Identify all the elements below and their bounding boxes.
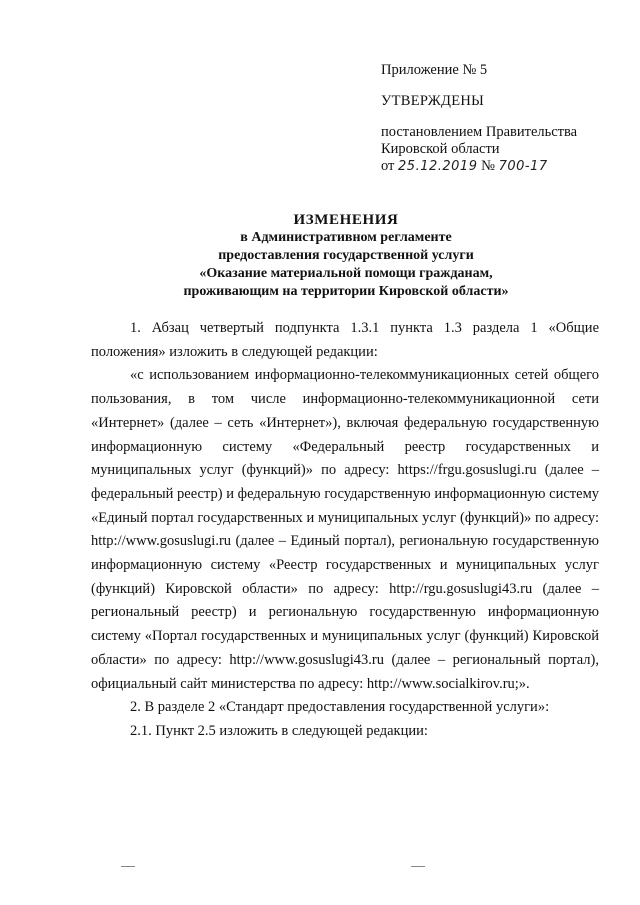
handwritten-number: 700-17 <box>498 159 548 174</box>
approval-date-line <box>381 158 631 175</box>
approval-line-1: постановлением Правительства <box>381 124 578 140</box>
date-prefix: от <box>381 158 395 174</box>
number-prefix: № <box>481 158 495 174</box>
approved-label: УТВЕРЖДЕНЫ <box>381 93 485 109</box>
heading-title: ИЗМЕНЕНИЯ <box>293 212 399 228</box>
heading-line-3: «Оказание материальной помощи гражданам, <box>199 266 493 281</box>
handwritten-date: 25.12.2019 <box>398 159 478 174</box>
heading-line-4: проживающим на территории Кировской области» <box>183 284 509 299</box>
scan-artefact <box>411 866 425 867</box>
paragraph-1: 1. Абзац четвертый подпункта 1.3.1 пункта 1.3 раздела 1 «Общие положения» изложить в следующей редакции: <box>91 320 599 360</box>
approval-line-2: Кировской области <box>381 141 500 157</box>
heading-line-2: предоставления государственной услуги <box>218 248 474 263</box>
paragraph-2: «с использованием информационно-телекоммуникационных сетей общего пользования, в том числе информационно-телекоммуникационной сети «Интернет» (далее – сеть «Интернет»), включая федеральную государственную информационную систему «Федеральный реестр государственных и муниципальных услуг (функций)» по адресу: https://frgu.gosuslugi.ru (далее – федеральный реестр) и федеральную государственную информационную систему «Единый портал государственных и муниципальных услуг (функций)» по адресу: http://www.gosuslugi.ru (далее – Единый портал), региональную государственную информационную систему «Реестр государственных и муниципальных услуг (функций) Кировской области» по адресу: http://rgu.gosuslugi43.ru (далее – региональный реестр) и региональную государственную информационную систему «Портал государственных и муниципальных услуг (функций) Кировской области» по адресу: http://www.gosuslugi43.ru (далее – региональный портал), официальный сайт министерства по адресу: http://www.socialkirov.ru;». <box>91 367 599 692</box>
heading-line-1: в Административном регламенте <box>240 230 452 245</box>
paragraph-4: 2.1. Пункт 2.5 изложить в следующей редакции: <box>130 722 428 739</box>
annex-number: Приложение № 5 <box>381 62 488 78</box>
document-heading <box>100 211 592 301</box>
scan-artefact <box>121 866 135 867</box>
approval-block <box>381 62 631 175</box>
document-body <box>91 317 599 744</box>
paragraph-3: 2. В разделе 2 «Стандарт предоставления государственной услуги»: <box>130 699 550 716</box>
